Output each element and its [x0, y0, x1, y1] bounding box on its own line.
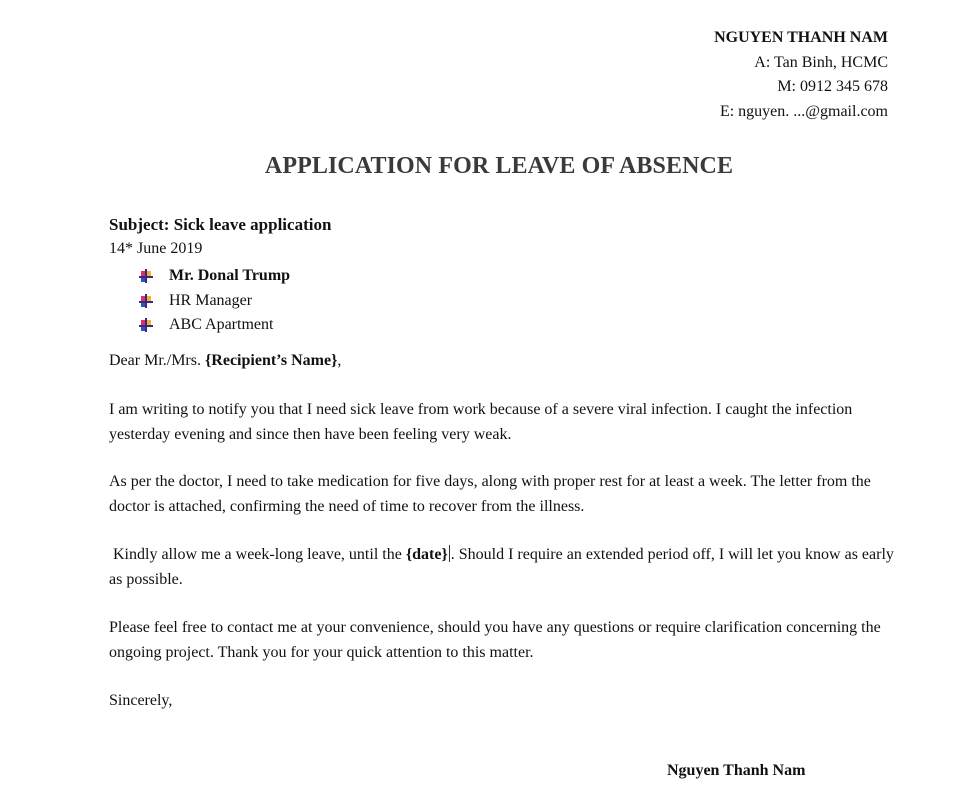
cross-bullet-icon	[139, 318, 153, 332]
recipient-list	[139, 264, 290, 338]
subject-line: Subject: Sick leave application	[109, 215, 332, 234]
sender-name: NGUYEN THANH NAM	[714, 29, 888, 46]
body-paragraph-2: As per the doctor, I need to take medication for five days, along with proper rest for at least a week. The letter from the doctor is attached, confirming the need of time to recover from the illness.	[109, 473, 871, 515]
body-paragraph-1: I am writing to notify you that I need sick leave from work because of a severe viral infection. I caught the infection yesterday evening and since then have been feeling very weak.	[109, 401, 853, 443]
recipient-title: HR Manager	[169, 291, 253, 309]
closing: Sincerely,	[109, 692, 173, 709]
list-item	[139, 289, 290, 314]
list-item	[139, 313, 290, 338]
list-item	[139, 264, 290, 289]
recipient-name-placeholder: {Recipient’s Name}	[204, 352, 338, 369]
cross-bullet-icon	[139, 269, 153, 283]
paragraph-3-end: . Should I require an extended period off, I will let you know as early as possible.	[109, 546, 894, 588]
sender-mobile: M: 0912 345 678	[777, 78, 888, 95]
sender-address: A: Tan Binh, HCMC	[754, 53, 888, 71]
date-placeholder: {date}	[405, 546, 448, 563]
text-cursor	[449, 545, 450, 562]
salutation-suffix: ,	[337, 352, 342, 369]
body-paragraph-4: Please feel free to contact me at your convenience, should you have any questions or require clarification concerning the ongoing project. Thank you for your quick attention to this matter.	[109, 619, 881, 661]
document-title: APPLICATION FOR LEAVE OF ABSENCE	[264, 153, 734, 179]
body-paragraph-3	[109, 543, 899, 592]
recipient-name: Mr. Donal Trump	[169, 267, 291, 285]
cross-bullet-icon	[139, 294, 153, 308]
recipient-company: ABC Apartment	[169, 316, 274, 334]
sender-block	[714, 26, 888, 124]
salutation-prefix: Dear Mr./Mrs.	[109, 352, 205, 369]
salutation	[109, 349, 899, 374]
sender-email: E: nguyen. ...@gmail.com	[719, 102, 888, 120]
letter-date: 14* June 2019	[109, 240, 203, 257]
paragraph-3-start: Kindly allow me a week-long leave, until the	[109, 546, 406, 563]
signature-name: Nguyen Thanh Nam	[667, 762, 806, 779]
